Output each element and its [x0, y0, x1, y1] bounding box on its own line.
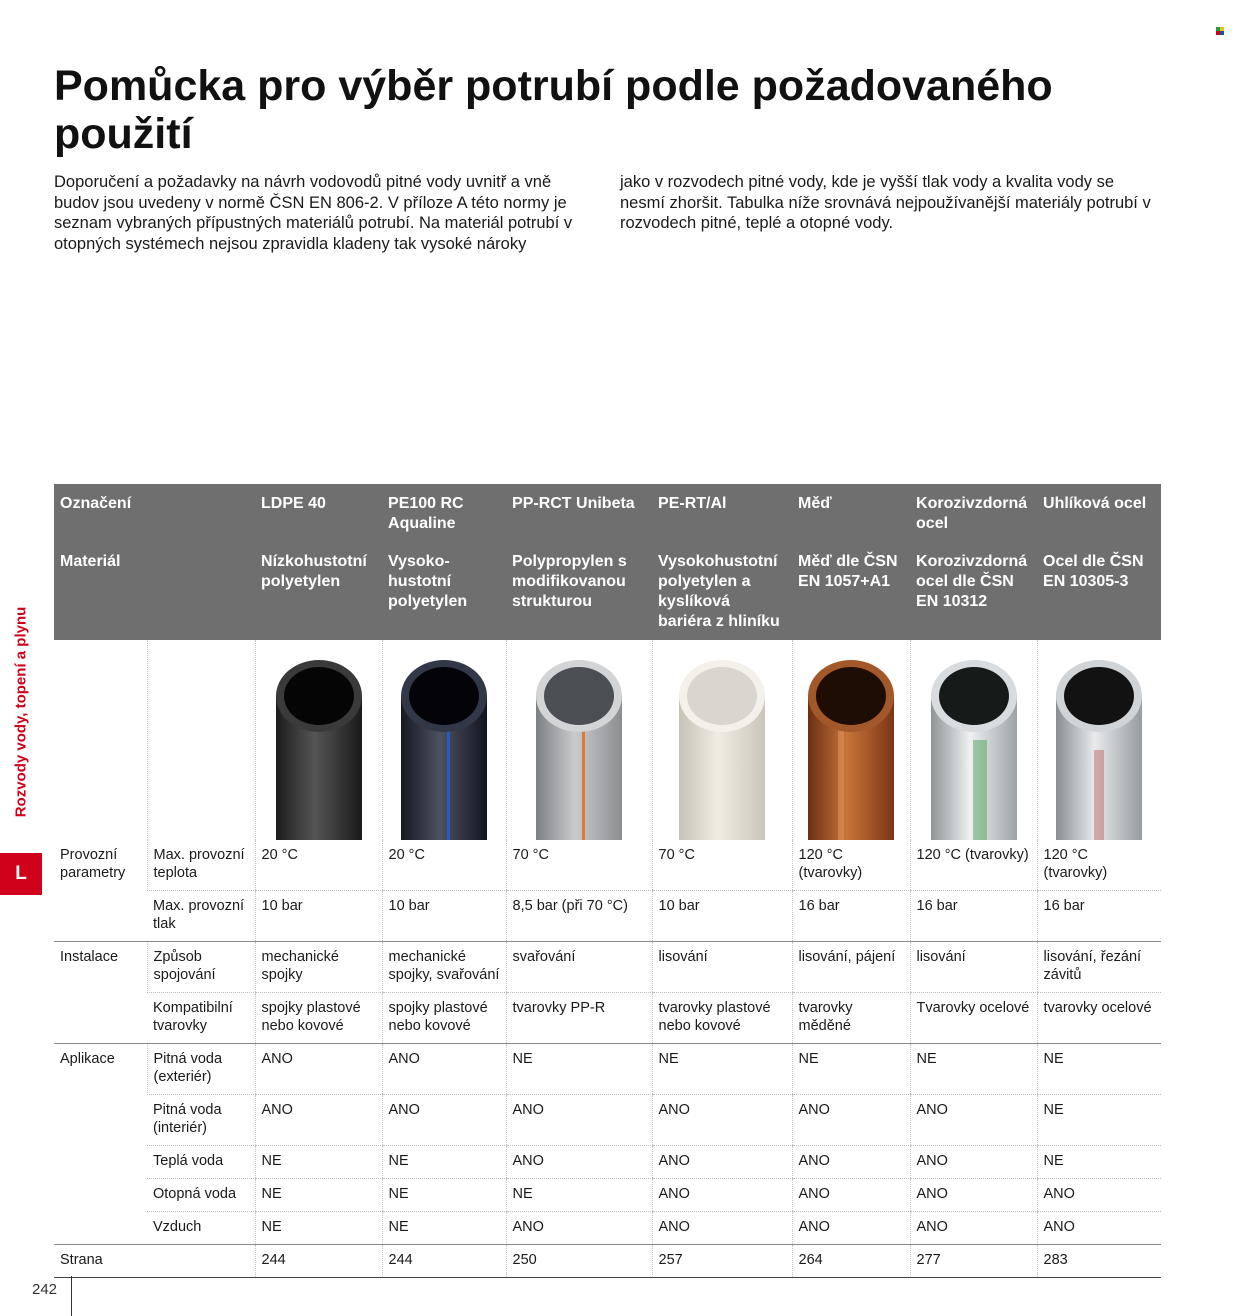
value-cell: 120 °C (tvarovky): [792, 840, 910, 891]
value-cell: ANO: [382, 1044, 506, 1095]
pipe-photo-cell: [1037, 640, 1161, 840]
row-label: Kompatibilní tvarovky: [147, 993, 255, 1044]
table-row: [54, 1146, 1161, 1179]
value-cell: NE: [255, 1146, 382, 1179]
value-cell: ANO: [382, 1095, 506, 1146]
value-cell: ANO: [506, 1212, 652, 1245]
page-ref-cell: 250: [506, 1245, 652, 1278]
value-cell: mechanické spojky: [255, 942, 382, 993]
value-cell: lisování, pájení: [792, 942, 910, 993]
value-cell: ANO: [792, 1095, 910, 1146]
value-cell: 10 bar: [652, 891, 792, 942]
page-ref-cell: 283: [1037, 1245, 1161, 1278]
table-row: [54, 993, 1161, 1044]
value-cell: lisování: [910, 942, 1037, 993]
value-cell: 16 bar: [910, 891, 1037, 942]
chapter-tab[interactable]: L: [0, 853, 42, 895]
header-label-material: Materiál: [54, 538, 255, 640]
value-cell: ANO: [255, 1095, 382, 1146]
value-cell: ANO: [792, 1212, 910, 1245]
image-spacer: [147, 640, 255, 840]
pipe-photo-cell: [652, 640, 792, 840]
value-cell: 16 bar: [792, 891, 910, 942]
page-title: Pomůcka pro výběr potrubí podle požadovaného použití: [54, 62, 1053, 158]
value-cell: ANO: [255, 1044, 382, 1095]
value-cell: ANO: [652, 1095, 792, 1146]
row-label: Způsob spojování: [147, 942, 255, 993]
header-label-designation: Označení: [54, 484, 255, 538]
row-label: Max. provozní teplota: [147, 840, 255, 891]
value-cell: tvarovky PP-R: [506, 993, 652, 1044]
product-material: Vysokohustotní polyetylen a kyslíková bariéra z hliníku: [652, 538, 792, 640]
stainless-steel-pipe-icon: [919, 660, 1029, 840]
value-cell: 120 °C (tvarovky): [1037, 840, 1161, 891]
product-material: Měď dle ČSN EN 1057+A1: [792, 538, 910, 640]
table-row: [54, 1179, 1161, 1212]
pipe-photo-cell: [255, 640, 382, 840]
value-cell: lisování, řezání závitů: [1037, 942, 1161, 993]
value-cell: 10 bar: [255, 891, 382, 942]
product-designation: LDPE 40: [255, 484, 382, 538]
value-cell: ANO: [910, 1095, 1037, 1146]
value-cell: 120 °C (tvarovky): [910, 840, 1037, 891]
value-cell: ANO: [506, 1095, 652, 1146]
value-cell: NE: [255, 1212, 382, 1245]
value-cell: 8,5 bar (při 70 °C): [506, 891, 652, 942]
product-material: Korozivzdorná ocel dle ČSN EN 10312: [910, 538, 1037, 640]
group-label: Instalace: [54, 942, 147, 1044]
value-cell: 70 °C: [652, 840, 792, 891]
product-designation: PP-RCT Unibeta: [506, 484, 652, 538]
value-cell: 10 bar: [382, 891, 506, 942]
table-row: [54, 840, 1161, 891]
product-designation: Korozivzdorná ocel: [910, 484, 1037, 538]
value-cell: ANO: [652, 1179, 792, 1212]
value-cell: NE: [910, 1044, 1037, 1095]
row-label: Otopná voda: [147, 1179, 255, 1212]
page-ref-cell: 244: [382, 1245, 506, 1278]
page-ref-row: [54, 1245, 1161, 1278]
value-cell: ANO: [910, 1146, 1037, 1179]
value-cell: NE: [382, 1146, 506, 1179]
value-cell: spojky plastové nebo kovové: [382, 993, 506, 1044]
white-pipe-icon: [667, 660, 777, 840]
copper-pipe-icon: [796, 660, 906, 840]
value-cell: ANO: [792, 1146, 910, 1179]
row-label: Pitná voda (interiér): [147, 1095, 255, 1146]
product-material: Vysoko-hustotní polyetylen: [382, 538, 506, 640]
row-label: Pitná voda (exteriér): [147, 1044, 255, 1095]
value-cell: 20 °C: [382, 840, 506, 891]
value-cell: NE: [792, 1044, 910, 1095]
value-cell: tvarovky plastové nebo kovové: [652, 993, 792, 1044]
pipe-comparison-table: [54, 484, 1161, 1278]
grey-pipe-orange-stripe-icon: [524, 660, 634, 840]
product-material: Polypropylen s modifikovanou strukturou: [506, 538, 652, 640]
carbon-steel-pipe-icon: [1044, 660, 1154, 840]
group-label: Provozní parametry: [54, 840, 147, 942]
table-row: [54, 942, 1161, 993]
table-row: [54, 891, 1161, 942]
pipe-photo-cell: [792, 640, 910, 840]
page-ref-cell: 264: [792, 1245, 910, 1278]
value-cell: NE: [1037, 1044, 1161, 1095]
intro-right: jako v rozvodech pitné vody, kde je vyšší tlak vody a kvalita vody se nesmí zhoršit. Tabulka níže srovnává nejpoužívanější materiály potrubí v rozvodech pitné, teplé a otopné vody.: [620, 173, 1151, 232]
value-cell: NE: [255, 1179, 382, 1212]
table-row: [54, 1044, 1161, 1095]
product-designation: Měď: [792, 484, 910, 538]
chapter-side-label: Rozvody vody, topení a plynu: [12, 606, 30, 818]
value-cell: ANO: [910, 1212, 1037, 1245]
value-cell: 70 °C: [506, 840, 652, 891]
value-cell: NE: [1037, 1095, 1161, 1146]
pipe-photo-cell: [506, 640, 652, 840]
table-row: [54, 1095, 1161, 1146]
value-cell: spojky plastové nebo kovové: [255, 993, 382, 1044]
value-cell: svařování: [506, 942, 652, 993]
page-number-rule: [71, 1276, 72, 1316]
product-material: Ocel dle ČSN EN 10305-3: [1037, 538, 1161, 640]
page-ref-cell: 257: [652, 1245, 792, 1278]
product-designation: Uhlíková ocel: [1037, 484, 1161, 538]
row-label: Strana: [54, 1245, 255, 1278]
pipe-photo-cell: [910, 640, 1037, 840]
value-cell: NE: [506, 1179, 652, 1212]
value-cell: NE: [382, 1212, 506, 1245]
value-cell: mechanické spojky, svařování: [382, 942, 506, 993]
value-cell: Tvarovky ocelové: [910, 993, 1037, 1044]
page-ref-cell: 277: [910, 1245, 1037, 1278]
value-cell: NE: [382, 1179, 506, 1212]
row-label: Teplá voda: [147, 1146, 255, 1179]
corner-mark: [1220, 31, 1224, 35]
value-cell: ANO: [652, 1146, 792, 1179]
value-cell: ANO: [652, 1212, 792, 1245]
value-cell: tvarovky měděné: [792, 993, 910, 1044]
value-cell: ANO: [506, 1146, 652, 1179]
page-ref-cell: 244: [255, 1245, 382, 1278]
row-label: Vzduch: [147, 1212, 255, 1245]
group-label: Aplikace: [54, 1044, 147, 1245]
value-cell: NE: [506, 1044, 652, 1095]
value-cell: ANO: [792, 1179, 910, 1212]
value-cell: NE: [1037, 1146, 1161, 1179]
product-designation: PE-RT/Al: [652, 484, 792, 538]
value-cell: 20 °C: [255, 840, 382, 891]
value-cell: NE: [652, 1044, 792, 1095]
value-cell: lisování: [652, 942, 792, 993]
value-cell: ANO: [1037, 1212, 1161, 1245]
black-pipe-blue-stripe-icon: [389, 660, 499, 840]
value-cell: ANO: [1037, 1179, 1161, 1212]
image-spacer: [54, 640, 147, 840]
value-cell: 16 bar: [1037, 891, 1161, 942]
table-row: [54, 1212, 1161, 1245]
row-label: Max. provozní tlak: [147, 891, 255, 942]
value-cell: ANO: [910, 1179, 1037, 1212]
intro-left: Doporučení a požadavky na návrh vodovodů pitné vody uvnitř a vně budov jsou uvedeny v normě ČSN EN 806-2. V příloze A této normy je seznam vybraných přípustných materiálů potrubí. Na materiál potrubí v otopných systémech nejsou zpravidla kladeny tak vysoké nároky: [54, 173, 573, 253]
product-designation: PE100 RC Aqualine: [382, 484, 506, 538]
product-material: Nízkohustotní polyetylen: [255, 538, 382, 640]
black-pipe-icon: [264, 660, 374, 840]
page-number: 242: [32, 1281, 58, 1298]
value-cell: tvarovky ocelové: [1037, 993, 1161, 1044]
pipe-photo-cell: [382, 640, 506, 840]
